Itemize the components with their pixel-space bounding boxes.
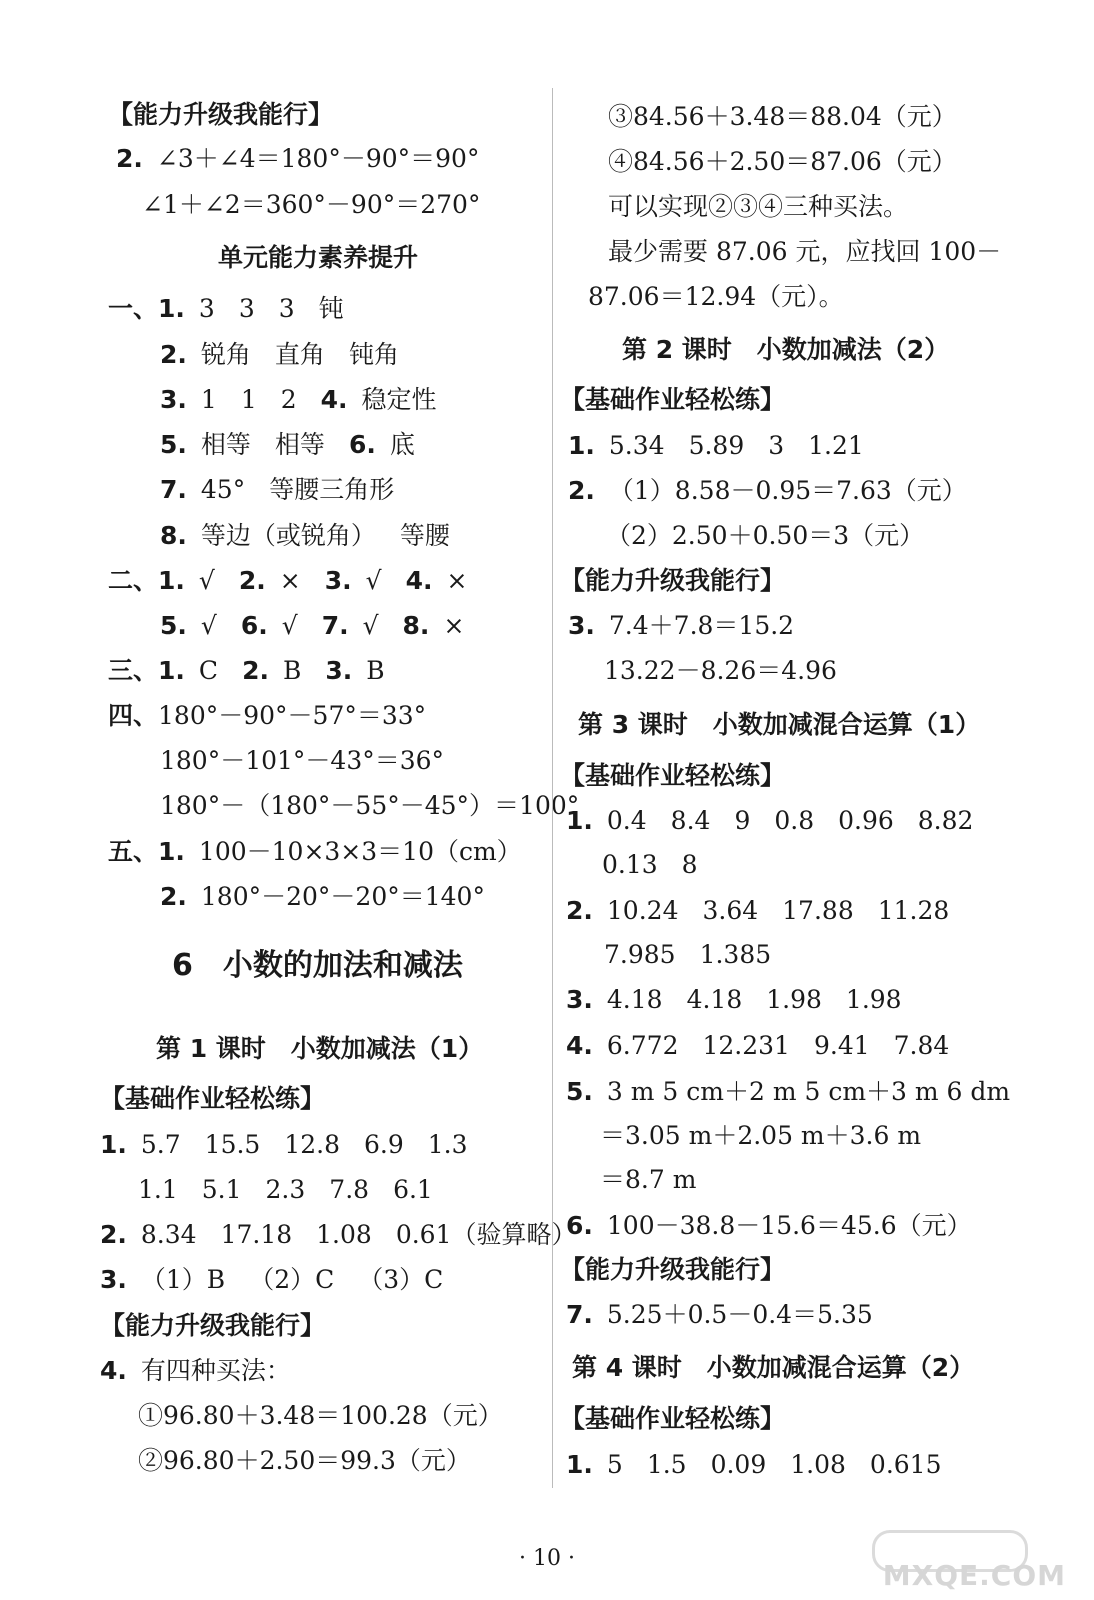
watermark-logo [856,1530,1066,1592]
answer-value: 0.61（验算略） [395,1220,577,1249]
answer-value: （1）8.58－0.95＝7.63（元） [608,476,967,505]
question-number: 2. [238,566,266,595]
answer-line [116,143,479,175]
answer-line [566,1299,873,1331]
answer-line [138,1174,433,1206]
answer-value: 1 [200,385,217,414]
answer-value: √ [200,611,217,640]
section-heading: 【能力升级我能行】 [560,566,786,595]
section-heading: 第 1 课时 小数加减法（1） [156,1034,484,1063]
answer-line [100,1129,468,1161]
section-heading: 【基础作业轻松练】 [560,761,786,790]
answer-value: 3 [238,294,255,323]
question-number: 1. [568,431,595,460]
question-number: 3. [160,385,187,414]
answer-value: （3）C [358,1265,444,1294]
answer-value: 5.34 [608,431,665,460]
answer-line [566,1076,1010,1108]
question-number: 1. [566,1450,593,1479]
answer-value: ①96.80＋3.48＝100.28（元） [138,1401,503,1430]
answer-value: 1.98 [766,985,822,1014]
answer-value: 180°－（180°－55°－45°）＝100° [160,791,580,820]
watermark-text: MXQE.COM [882,1559,1066,1592]
answer-line [566,805,973,837]
answer-value: 5.25＋0.5－0.4＝5.35 [606,1300,873,1329]
question-number: 3. [100,1265,127,1294]
answer-value: 4.18 [686,985,743,1014]
question-group-label: 五、 [108,837,159,866]
answer-value: 4.18 [606,985,663,1014]
answer-value: 1.08 [790,1450,846,1479]
answer-value: 180°－101°－43°＝36° [160,746,445,775]
section-heading: 【能力升级我能行】 [108,100,334,129]
answer-value: × [279,566,301,595]
answer-value: 17.88 [782,896,854,925]
answer-value: 3 [768,431,785,460]
answer-line [160,790,579,822]
question-number: 3. [324,566,352,595]
answer-value: 钝角 [348,340,399,369]
answer-value: 100－38.8－15.6＝45.6（元） [606,1211,972,1240]
answer-value: 13.22－8.26＝4.96 [604,656,837,685]
question-number: 2. [242,656,269,685]
answer-value: （1）B [140,1265,226,1294]
answer-value: 2 [280,385,297,414]
question-number: 4. [405,566,433,595]
answer-value: √ [365,566,382,595]
answer-line [160,474,394,506]
answer-value: ③84.56＋3.48＝88.04（元） [608,102,957,131]
question-number: 6. [566,1211,593,1240]
answer-line [100,1264,443,1296]
answer-value: 3 m 5 cm＋2 m 5 cm＋3 m 6 dm [606,1077,1011,1106]
answer-value: 5.7 [140,1130,181,1159]
answer-value: 3.64 [702,896,759,925]
question-number: 6. [240,611,268,640]
answer-line [160,429,415,461]
question-number: 8. [402,611,430,640]
answer-value: 1.1 [138,1175,178,1204]
section-heading: 第 3 课时 小数加减混合运算（1） [578,710,981,739]
answer-line [566,895,949,927]
question-number: 1. [158,566,185,595]
answer-line [606,520,924,552]
answer-line [566,1030,949,1062]
question-number: 3. [325,656,353,685]
section-heading: 单元能力素养提升 [218,243,419,272]
question-group-label: 四、 [108,701,159,730]
answer-value: ∠1＋∠2＝360°－90°＝270° [142,190,481,219]
answer-value: ②96.80＋2.50＝99.3（元） [138,1446,471,1475]
answer-value: 3 [278,294,295,323]
answer-line [600,1120,921,1152]
question-group-label: 二、 [108,566,159,595]
section-heading: 【基础作业轻松练】 [560,1404,786,1433]
question-number: 7. [321,611,349,640]
answer-value: √ [198,566,215,595]
question-number: 2. [160,882,187,911]
answer-value: 8.82 [917,806,974,835]
answer-line [566,1449,942,1481]
chapter-title: 6 小数的加法和减法 [172,948,463,983]
section-heading: 【基础作业轻松练】 [560,385,786,414]
answer-value: 6.1 [393,1175,433,1204]
answer-value: 0.13 [602,850,658,879]
answer-value: 15.5 [204,1130,261,1159]
answer-value: 0.96 [838,806,894,835]
answer-value: 3 [198,294,215,323]
answer-value: 180°－20°－20°＝140° [200,882,485,911]
question-number: 4. [100,1356,127,1385]
question-number: 7. [160,475,187,504]
answer-value: 1.08 [316,1220,372,1249]
answer-value: 180°－90°－57°＝33° [158,701,427,730]
answer-value: 等腰三角形 [269,475,395,504]
answer-line [160,745,444,777]
answer-value: 1.21 [808,431,864,460]
answer-line [160,610,464,642]
answer-line [608,101,957,133]
question-number: 1. [100,1130,127,1159]
question-number: 5. [160,611,187,640]
answer-value: √ [362,611,379,640]
answer-line [588,281,844,313]
answer-line [160,384,437,416]
answer-line [566,984,902,1016]
answer-line [566,1210,972,1242]
page-number: · 10 · [519,1546,575,1571]
answer-line [108,836,522,868]
answer-value: × [446,566,468,595]
answer-line [604,655,837,687]
answer-line [600,1164,696,1196]
question-number: 1. [158,656,185,685]
answer-line [108,565,467,597]
answer-line [602,849,698,881]
answer-value: 12.8 [284,1130,341,1159]
answer-value: 9.41 [813,1031,870,1060]
answer-value: 45° [200,475,246,504]
answer-value: 5 [606,1450,623,1479]
answer-line [108,293,344,325]
question-number: 6. [348,430,376,459]
answer-value: 钝 [318,294,344,323]
question-number: 2. [566,896,593,925]
answer-value: 11.28 [877,896,950,925]
question-number: 2. [100,1220,127,1249]
answer-value: ∠3＋∠4＝180°－90°＝90° [156,144,480,173]
answer-value: 1.385 [699,940,772,969]
answer-value: 底 [389,430,415,459]
answer-value: 直角 [274,340,325,369]
answer-value: ④84.56＋2.50＝87.06（元） [608,147,957,176]
answer-value: 1 [240,385,257,414]
question-number: 3. [566,985,593,1014]
answer-line [608,191,908,223]
question-number: 2. [160,340,187,369]
answer-value: 锐角 [200,340,251,369]
answer-line [100,1355,291,1387]
question-number: 2. [568,476,595,505]
answer-value: 10.24 [606,896,679,925]
section-heading: 第 2 课时 小数加减法（2） [622,335,950,364]
answer-value: 7.8 [329,1175,370,1204]
section-heading: 第 4 课时 小数加减混合运算（2） [572,1353,975,1382]
question-number: 1. [158,294,185,323]
answer-value: 6.9 [364,1130,404,1159]
answer-line [608,146,957,178]
answer-value: √ [281,611,298,640]
answer-line [138,1400,503,1432]
answer-value: 0.4 [606,806,647,835]
answer-value: 87.06＝12.94（元）。 [588,282,844,311]
question-number: 8. [160,521,187,550]
answer-value: 0.615 [869,1450,942,1479]
answer-value: （2）C [249,1265,335,1294]
answer-value: 有四种买法： [140,1356,291,1385]
answer-value: 稳定性 [361,385,437,414]
section-heading: 【基础作业轻松练】 [100,1084,326,1113]
question-number: 5. [160,430,187,459]
answer-value: 8 [681,850,698,879]
answer-value: 1.5 [646,1450,687,1479]
answer-value: （2）2.50＋0.50＝3（元） [606,521,925,550]
answer-line [608,236,1001,268]
column-divider [552,88,553,1488]
answer-value: C [198,656,219,685]
answer-line [100,1219,577,1251]
answer-line [568,610,794,642]
answer-value: ＝8.7 m [600,1165,697,1194]
answer-value: 12.231 [702,1031,790,1060]
answer-line [160,339,399,371]
answer-value: 等边（或锐角） [200,521,376,550]
answer-value: 7.4＋7.8＝15.2 [608,611,795,640]
answer-line [568,430,864,462]
answer-line [108,700,426,732]
question-number: 3. [568,611,595,640]
answer-value: 8.34 [140,1220,197,1249]
question-number: 7. [566,1300,593,1329]
answer-value: B [366,656,385,685]
answer-value: 0.09 [710,1450,767,1479]
answer-line [160,881,485,913]
answer-value: 1.98 [845,985,902,1014]
answer-line [108,655,385,687]
question-number: 2. [116,144,143,173]
answer-value: 最少需要 87.06 元，应找回 100－ [608,237,1002,266]
answer-line [142,189,480,221]
answer-line [568,475,967,507]
answer-value: 1.3 [427,1130,468,1159]
answer-value: 相等 [274,430,325,459]
answer-value: 7.985 [604,940,676,969]
answer-line [138,1445,471,1477]
answer-value: ＝3.05 m＋2.05 m＋3.6 m [600,1121,922,1150]
section-heading: 【能力升级我能行】 [100,1311,326,1340]
answer-value: 8.4 [670,806,711,835]
question-number: 1. [158,837,185,866]
answer-value: 等腰 [399,521,450,550]
answer-value: 9 [734,806,751,835]
answer-value: 5.89 [688,431,745,460]
question-group-label: 一、 [108,294,159,323]
answer-value: 5.1 [201,1175,242,1204]
answer-value: 相等 [200,430,251,459]
answer-value: 7.84 [893,1031,950,1060]
question-group-label: 三、 [108,656,159,685]
answer-value: 17.18 [220,1220,293,1249]
answer-line [604,939,771,971]
answer-value: 0.8 [774,806,815,835]
section-heading: 【能力升级我能行】 [560,1255,786,1284]
question-number: 1. [566,806,593,835]
answer-value: B [282,656,302,685]
answer-value: × [443,611,465,640]
answer-value: 可以实现②③④三种买法。 [608,192,909,221]
question-number: 4. [320,385,348,414]
answer-value: 6.772 [606,1031,679,1060]
answer-value: 100－10×3×3＝10（cm） [198,837,522,866]
question-number: 5. [566,1077,593,1106]
answer-line [160,520,450,552]
answer-value: 2.3 [265,1175,306,1204]
question-number: 4. [566,1031,593,1060]
